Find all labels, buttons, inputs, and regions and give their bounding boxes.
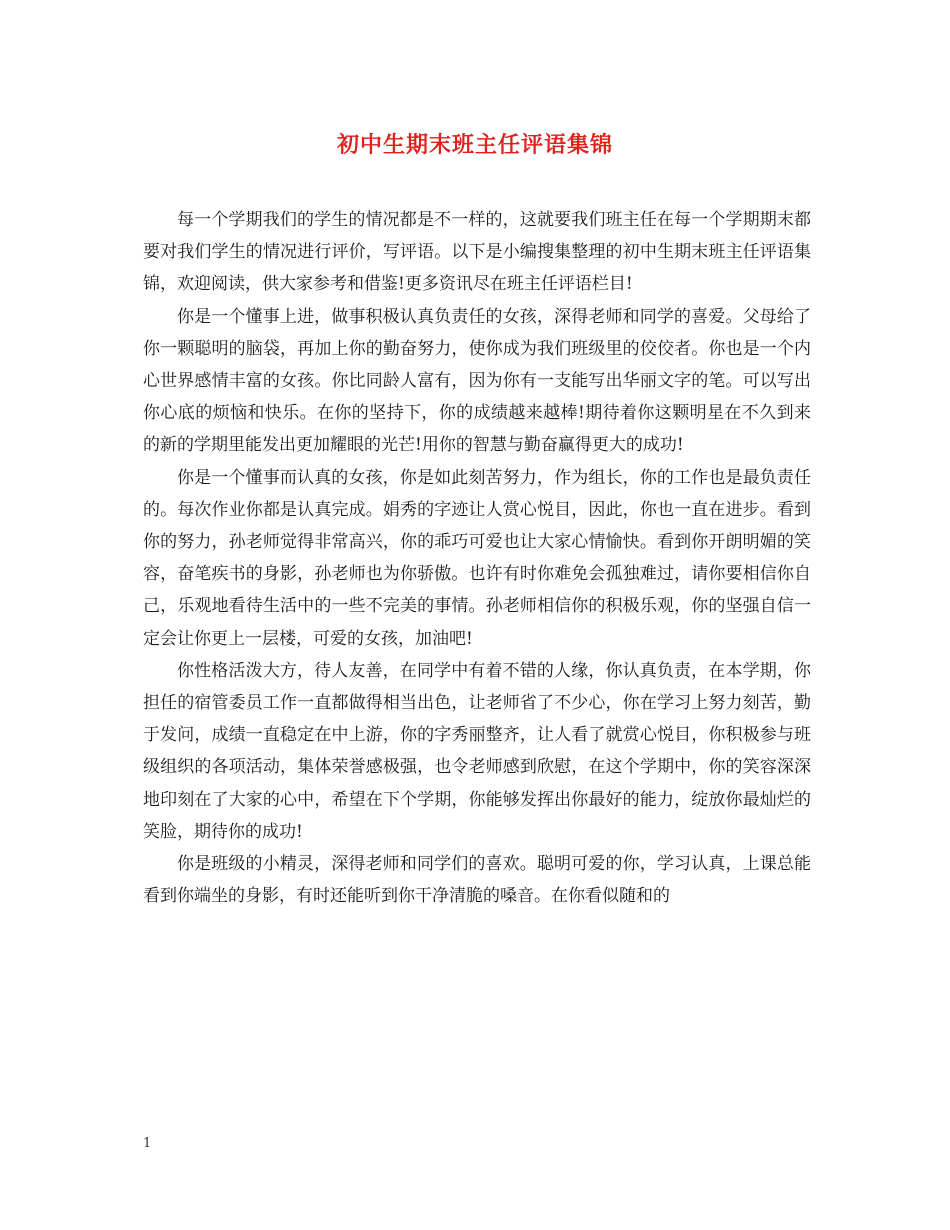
document-title: 初中生期末班主任评语集锦: [336, 132, 613, 158]
paragraph-comment-3: 你性格活泼大方，待人友善，在同学中有着不错的人缘，你认真负责，在本学期，你担任的宿管委员工作一直都做得相当出色，让老师省了不少心，你在学习上努力刻苦，勤于发问，成绩一直稳定在中上游，你的字秀丽整齐，让人看了就赏心悦目，你积极参与班级组织的各项活动，集体荣誉感极强，也令老师感到欣慰，在这个学期中，你的笑容深深地印刻在了大家的心中，希望在下个学期，你能够发挥出你最好的能力，绽放你最灿烂的笑脸，期待你的成功!: [143, 660, 811, 842]
document-body: [143, 204, 811, 912]
paragraph-comment-4: 你是班级的小精灵，深得老师和同学们的喜欢。聪明可爱的你，学习认真，上课总能看到你端坐的身影，有时还能听到你干净清脆的嗓音。在你看似随和的: [143, 854, 811, 907]
page-number: 1: [143, 1136, 152, 1151]
paragraph-intro: 每一个学期我们的学生的情况都是不一样的，这就要我们班主任在每一个学期期末都要对我们学生的情况进行评价，写评语。以下是小编搜集整理的初中生期末班主任评语集锦，欢迎阅读，供大家参考和借鉴!更多资讯尽在班主任评语栏目!: [143, 210, 811, 295]
paragraph-comment-1: 你是一个懂事上进，做事积极认真负责任的女孩，深得老师和同学的喜爱。父母给了你一颗聪明的脑袋，再加上你的勤奋努力，使你成为我们班级里的佼佼者。你也是一个内心世界感情丰富的女孩。你比同龄人富有，因为你有一支能写出华丽文字的笔。可以写出你心底的烦恼和快乐。在你的坚持下，你的成绩越来越棒!期待着你这颗明星在不久到来的新的学期里能发出更加耀眼的光芒!用你的智慧与勤奋赢得更大的成功!: [143, 306, 811, 456]
paragraph-comment-2: 你是一个懂事而认真的女孩，你是如此刻苦努力，作为组长，你的工作也是最负责任的。每次作业你都是认真完成。娟秀的字迹让人赏心悦目，因此，你也一直在进步。看到你的努力，孙老师觉得非常高兴，你的乖巧可爱也让大家心情愉快。看到你开朗明媚的笑容，奋笔疾书的身影，孙老师也为你骄傲。也许有时你难免会孤独难过，请你要相信你自己，乐观地看待生活中的一些不完美的事情。孙老师相信你的积极乐观，你的坚强自信一定会让你更上一层楼，可爱的女孩，加油吧!: [143, 467, 811, 649]
